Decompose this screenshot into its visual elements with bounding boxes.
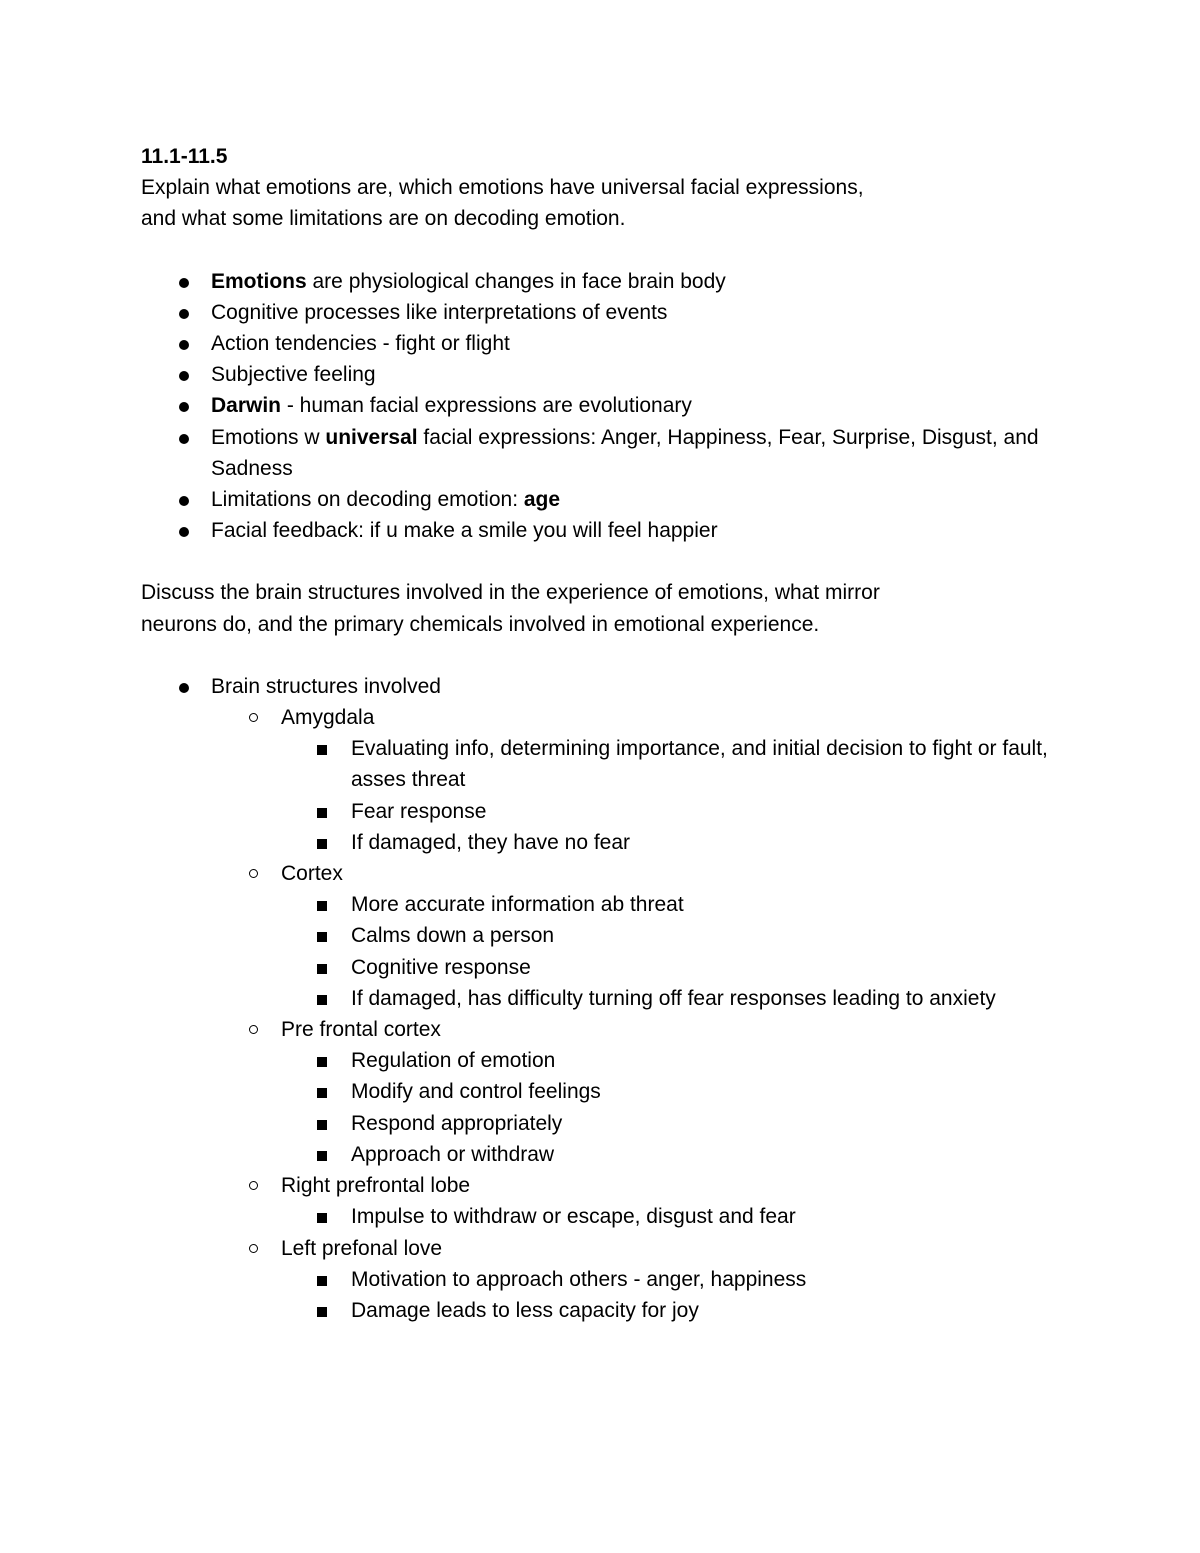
point-text: Motivation to approach others - anger, happiness [351,1267,807,1291]
structure-name: Amygdala [281,706,375,730]
point-item [281,1045,1061,1076]
point-text: Regulation of emotion [351,1049,556,1073]
structure-item [211,858,1061,1014]
item-bold-text: Emotions [211,269,307,293]
structure-points [281,1201,1061,1232]
list-item [141,266,1061,297]
bullet-icon [179,496,189,506]
section-heading: 11.1-11.5 [141,145,228,168]
square-bullet-icon [317,1151,327,1161]
point-item [281,952,1061,983]
structure-points [281,1264,1061,1326]
structure-points [281,889,1061,1014]
document-content [141,141,1061,1326]
point-text: If damaged, they have no fear [351,830,631,854]
item-bold-text: age [523,488,561,512]
square-bullet-icon [317,1213,327,1223]
circle-bullet-icon [249,869,258,878]
square-bullet-icon [317,745,327,755]
item-text: Cognitive processes like interpretations of events [211,300,668,324]
item-text: Emotions w [211,425,326,449]
list-item [141,359,1061,390]
structure-item [211,702,1061,858]
prompt-1-line-1: Explain what emotions are, which emotions have universal facial expressions, [141,176,864,200]
square-bullet-icon [317,839,327,849]
item-text: Subjective feeling [211,363,376,387]
square-bullet-icon [317,1276,327,1286]
item-text: - human facial expressions are evolutionary [281,394,692,418]
square-bullet-icon [317,808,327,818]
bullet-icon [179,340,189,350]
list-item [141,671,1061,1326]
point-text: Fear response [351,799,487,823]
point-text: If damaged, has difficulty turning off fear responses leading to anxiety [351,986,996,1010]
bullet-icon [179,309,189,319]
item-text: are physiological changes in face brain body [306,269,726,293]
point-text: More accurate information ab threat [351,893,684,917]
structure-name: Cortex [281,862,343,886]
bullet-icon [179,434,189,444]
point-item [281,983,1061,1014]
bullet-icon [179,278,189,288]
brain-structures-list [141,671,1061,1326]
bullet-icon [179,527,189,537]
point-item [281,1201,1061,1232]
point-item [281,1295,1061,1326]
square-bullet-icon [317,995,327,1005]
list-item [141,390,1061,421]
point-item [281,920,1061,951]
circle-bullet-icon [249,713,258,722]
structure-item [211,1170,1061,1232]
point-text: Impulse to withdraw or escape, disgust and fear [351,1205,796,1229]
bullet-icon [179,402,189,412]
emotions-list [141,266,1061,547]
circle-bullet-icon [249,1244,258,1253]
square-bullet-icon [317,1057,327,1067]
circle-bullet-icon [249,1181,258,1190]
point-item [281,889,1061,920]
item-text: facial expressions: Anger, Happiness, Fear, Surprise, Disgust, and Sadness [211,425,1039,480]
structure-points [281,1045,1061,1170]
item-text: Limitations on decoding emotion: [211,488,524,512]
point-item [281,1108,1061,1139]
structure-item [211,1233,1061,1327]
item-text: Facial feedback: if u make a smile you will feel happier [211,519,718,543]
point-text: Cognitive response [351,955,531,979]
square-bullet-icon [317,1307,327,1317]
point-text: Damage leads to less capacity for joy [351,1298,699,1322]
structure-list [211,702,1061,1326]
square-bullet-icon [317,901,327,911]
square-bullet-icon [317,964,327,974]
structure-name: Left prefonal love [281,1236,443,1260]
spacer [141,235,1061,266]
point-text: Modify and control feelings [351,1080,601,1104]
point-item [281,827,1061,858]
point-item [281,1139,1061,1170]
list-item [141,422,1061,484]
prompt-1-line-2: and what some limitations are on decoding emotion. [141,207,626,231]
square-bullet-icon [317,1088,327,1098]
list-item [141,328,1061,359]
square-bullet-icon [317,1120,327,1130]
prompt-2-line-1: Discuss the brain structures involved in the experience of emotions, what mirror [141,581,880,605]
square-bullet-icon [317,932,327,942]
spacer [141,546,1061,577]
point-item [281,733,1061,795]
structure-item [211,1014,1061,1170]
list-item [141,297,1061,328]
point-text: Approach or withdraw [351,1142,555,1166]
item-text: Brain structures involved [211,674,441,698]
list-item [141,484,1061,515]
structure-points [281,733,1061,858]
item-text: Action tendencies - fight or flight [211,332,510,356]
bullet-icon [179,371,189,381]
item-bold-text: universal [325,425,418,449]
point-item [281,796,1061,827]
point-text: Respond appropriately [351,1111,563,1135]
structure-name: Pre frontal cortex [281,1018,441,1042]
prompt-2-line-2: neurons do, and the primary chemicals involved in emotional experience. [141,612,820,636]
bullet-icon [179,683,189,693]
circle-bullet-icon [249,1025,258,1034]
item-bold-text: Darwin [211,394,282,418]
point-text: Calms down a person [351,924,555,948]
spacer [141,640,1061,671]
structure-name: Right prefrontal lobe [281,1174,471,1198]
point-item [281,1264,1061,1295]
point-item [281,1076,1061,1107]
list-item [141,515,1061,546]
point-text: Evaluating info, determining importance, and initial decision to fight or fault, asses threat [351,737,1048,792]
